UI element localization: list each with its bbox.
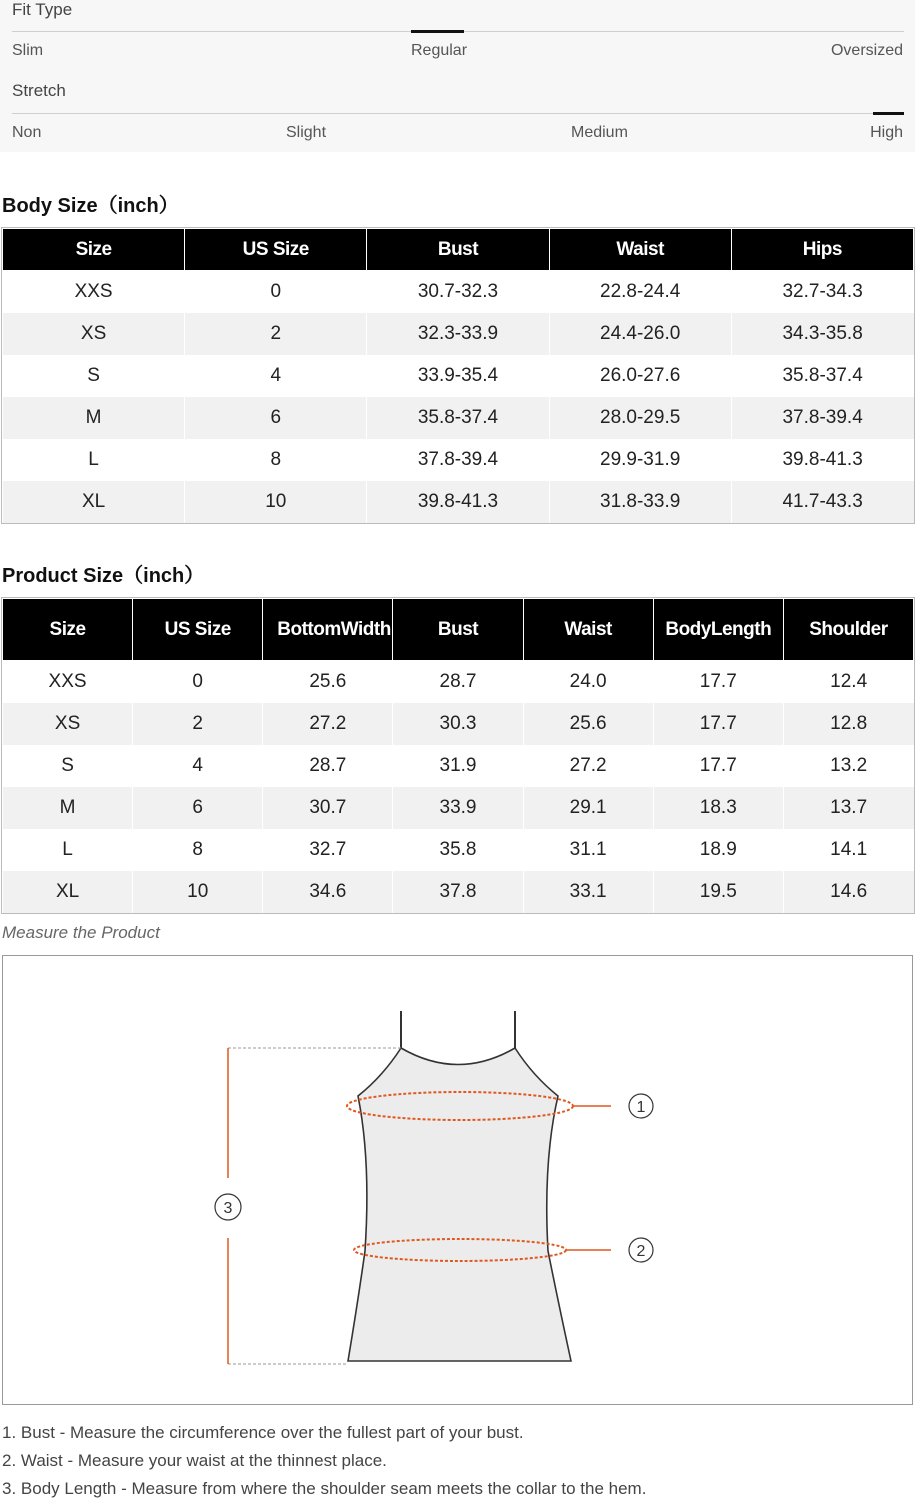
table-cell: 12.4	[783, 661, 913, 703]
body-size-title: Body Size（inch）	[2, 195, 179, 217]
column-header: Waist	[523, 599, 653, 661]
column-header: Shoulder	[783, 599, 913, 661]
table-cell: 17.7	[653, 661, 783, 703]
table-cell: 33.9	[393, 787, 523, 829]
table-row	[3, 439, 914, 481]
svg-text:2: 2	[636, 1243, 646, 1260]
table-cell: M	[3, 397, 185, 439]
marker-3	[215, 1194, 241, 1220]
table-cell: 32.3-33.9	[367, 313, 549, 355]
table-cell: XS	[3, 703, 133, 745]
table-header-row	[3, 229, 914, 271]
table-cell: S	[3, 355, 185, 397]
note-bust: 1. Bust - Measure the circumference over the fullest part of your bust.	[2, 1423, 524, 1442]
stretch-label-non: Non	[12, 124, 42, 141]
body-size-table	[2, 228, 914, 523]
table-cell: 29.9-31.9	[549, 439, 731, 481]
table-cell: 27.2	[523, 745, 653, 787]
table-cell: 22.8-24.4	[549, 271, 731, 313]
table-cell: 13.7	[783, 787, 913, 829]
table-cell: 19.5	[653, 871, 783, 913]
table-cell: 6	[185, 397, 367, 439]
table-cell: L	[3, 439, 185, 481]
table-cell: 34.6	[263, 871, 393, 913]
table-row	[3, 829, 914, 871]
measure-diagram	[2, 955, 913, 1405]
table-cell: XXS	[3, 661, 133, 703]
table-cell: 13.2	[783, 745, 913, 787]
table-cell: 8	[133, 829, 263, 871]
table-row	[3, 313, 914, 355]
table-cell: XL	[3, 481, 185, 523]
table-row	[3, 745, 914, 787]
table-cell: 33.1	[523, 871, 653, 913]
table-cell: 28.0-29.5	[549, 397, 731, 439]
table-cell: 25.6	[523, 703, 653, 745]
column-header: Size	[3, 229, 185, 271]
table-cell: 2	[133, 703, 263, 745]
note-waist: 2. Waist - Measure your waist at the thinnest place.	[2, 1451, 387, 1470]
table-cell: 17.7	[653, 703, 783, 745]
product-size-table	[2, 598, 914, 913]
table-cell: 37.8	[393, 871, 523, 913]
table-cell: 34.3-35.8	[731, 313, 913, 355]
table-cell: 24.4-26.0	[549, 313, 731, 355]
table-cell: 37.8-39.4	[367, 439, 549, 481]
table-cell: 35.8-37.4	[731, 355, 913, 397]
table-cell: L	[3, 829, 133, 871]
table-cell: 41.7-43.3	[731, 481, 913, 523]
svg-text:1: 1	[636, 1099, 646, 1116]
column-header: BottomWidth	[263, 599, 393, 661]
column-header: Waist	[549, 229, 731, 271]
table-cell: 10	[185, 481, 367, 523]
table-cell: 37.8-39.4	[731, 397, 913, 439]
table-cell: 35.8-37.4	[367, 397, 549, 439]
table-cell: 6	[133, 787, 263, 829]
column-header: Size	[3, 599, 133, 661]
table-row	[3, 397, 914, 439]
table-cell: 8	[185, 439, 367, 481]
marker-2	[629, 1238, 653, 1262]
table-cell: 32.7	[263, 829, 393, 871]
column-header: Bust	[393, 599, 523, 661]
table-cell: 30.3	[393, 703, 523, 745]
table-cell: 18.3	[653, 787, 783, 829]
table-row	[3, 787, 914, 829]
table-cell: S	[3, 745, 133, 787]
table-cell: 4	[185, 355, 367, 397]
stretch-marker	[873, 112, 904, 115]
fit-type-label-regular: Regular	[411, 42, 468, 59]
fit-type-marker	[411, 30, 464, 33]
table-cell: 28.7	[393, 661, 523, 703]
table-cell: 12.8	[783, 703, 913, 745]
table-header-row	[3, 599, 914, 661]
table-cell: 2	[185, 313, 367, 355]
table-row	[3, 703, 914, 745]
marker-1	[629, 1094, 653, 1118]
table-cell: 26.0-27.6	[549, 355, 731, 397]
table-cell: 31.1	[523, 829, 653, 871]
table-cell: 30.7-32.3	[367, 271, 549, 313]
measure-caption: Measure the Product	[2, 923, 160, 942]
table-cell: 31.8-33.9	[549, 481, 731, 523]
table-cell: 25.6	[263, 661, 393, 703]
table-row	[3, 871, 914, 913]
table-cell: 30.7	[263, 787, 393, 829]
table-cell: 39.8-41.3	[731, 439, 913, 481]
table-cell: 18.9	[653, 829, 783, 871]
table-cell: 27.2	[263, 703, 393, 745]
table-cell: 4	[133, 745, 263, 787]
table-cell: 10	[133, 871, 263, 913]
table-cell: 0	[185, 271, 367, 313]
table-row	[3, 271, 914, 313]
table-cell: 32.7-34.3	[731, 271, 913, 313]
table-cell: 31.9	[393, 745, 523, 787]
fit-type-title: Fit Type	[12, 0, 73, 19]
table-cell: 17.7	[653, 745, 783, 787]
fit-type-label-oversized: Oversized	[830, 42, 903, 59]
column-header: BodyLength	[653, 599, 783, 661]
product-size-title: Product Size（inch）	[2, 565, 205, 587]
table-cell: XXS	[3, 271, 185, 313]
fit-stretch-panel	[0, 0, 915, 152]
column-header: US Size	[185, 229, 367, 271]
table-cell: XS	[3, 313, 185, 355]
table-cell: 33.9-35.4	[367, 355, 549, 397]
camisole-illustration	[3, 956, 912, 1404]
table-cell: 14.6	[783, 871, 913, 913]
table-cell: 29.1	[523, 787, 653, 829]
stretch-label-high: High	[870, 124, 903, 141]
stretch-label-slight: Slight	[286, 124, 327, 141]
stretch-track	[12, 113, 904, 114]
column-header: Bust	[367, 229, 549, 271]
stretch-label-medium: Medium	[571, 124, 628, 141]
table-cell: 24.0	[523, 661, 653, 703]
column-header: US Size	[133, 599, 263, 661]
table-row	[3, 661, 914, 703]
table-cell: 14.1	[783, 829, 913, 871]
svg-text:3: 3	[223, 1200, 233, 1217]
column-header: Hips	[731, 229, 913, 271]
table-cell: 35.8	[393, 829, 523, 871]
note-body-length: 3. Body Length - Measure from where the shoulder seam meets the collar to the hem.	[2, 1479, 647, 1498]
table-cell: XL	[3, 871, 133, 913]
table-cell: 0	[133, 661, 263, 703]
table-row	[3, 355, 914, 397]
table-cell: 39.8-41.3	[367, 481, 549, 523]
table-cell: 28.7	[263, 745, 393, 787]
stretch-title: Stretch	[12, 81, 66, 100]
fit-type-label-slim: Slim	[12, 42, 44, 59]
table-row	[3, 481, 914, 523]
table-cell: M	[3, 787, 133, 829]
